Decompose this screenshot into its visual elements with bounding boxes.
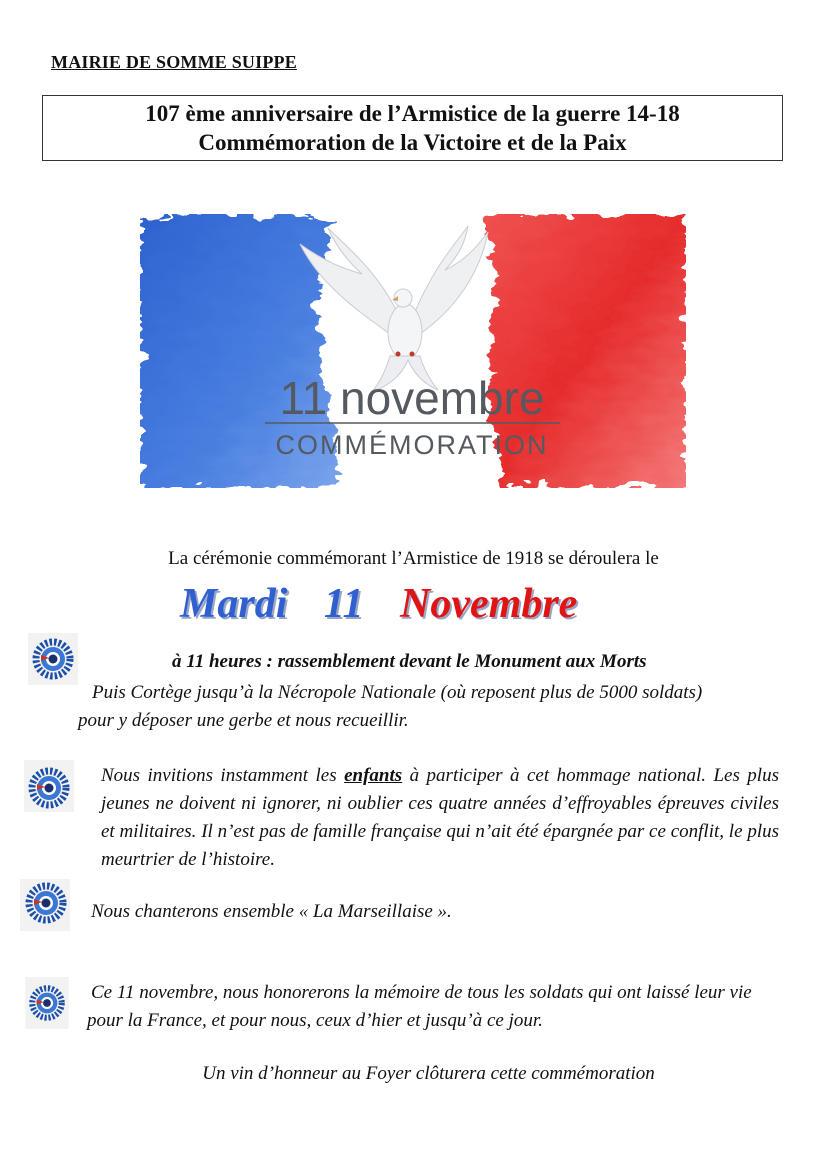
date-month: Novembre bbox=[400, 581, 578, 627]
item-2-text bbox=[101, 762, 779, 874]
mairie-heading: MAIRIE DE SOMME SUIPPE bbox=[51, 52, 297, 72]
title-line-2: Commémoration de la Victoire et de la Paix bbox=[198, 130, 627, 155]
title-box bbox=[42, 95, 783, 161]
cornflower-bleuet-icon bbox=[24, 760, 74, 812]
item-4-text: Ce 11 novembre, nous honorerons la mémoire de tous les soldats qui ont laissé leur vie pour la France, et pour nous, ceux d’hier et jusqu’à ce jour. bbox=[87, 982, 752, 1031]
cornflower-bleuet-icon bbox=[28, 633, 78, 685]
item-2-before: Nous invitions instamment les bbox=[101, 765, 345, 786]
title-line-1: 107 ème anniversaire de l’Armistice de la guerre 14-18 bbox=[145, 101, 680, 126]
item-1-schedule: à 11 heures : rassemblement devant le Monument aux Morts bbox=[172, 651, 647, 672]
date-day: Mardi bbox=[180, 581, 288, 627]
item-2-after: à participer à cet hommage national. Les plus jeunes ne doivent ni ignorer, ni oublier ces quatre années d’effroyables épreuves civiles et militaires. Il n’est pas de famille française qui n’ait été épargnée par ce conflit, le plus meurtrier de l’histoire. bbox=[101, 765, 779, 870]
commemoration-banner bbox=[140, 214, 686, 488]
closing-text: Un vin d’honneur au Foyer clôturera cette commémoration bbox=[202, 1063, 655, 1084]
banner-sub-text: COMMÉMORATION bbox=[275, 430, 549, 460]
event-date bbox=[180, 580, 577, 628]
cornflower-bleuet-icon bbox=[20, 879, 70, 931]
cornflower-bleuet-icon bbox=[22, 977, 72, 1029]
banner-main-text: 11 novembre bbox=[279, 372, 545, 424]
intro-text: La cérémonie commémorant l’Armistice de 1918 se déroulera le bbox=[168, 548, 659, 569]
item-1-text: Puis Cortège jusqu’à la Nécropole Nationale (où reposent plus de 5000 soldats) pour y déposer une gerbe et nous recueillir. bbox=[78, 682, 703, 731]
date-number: 11 bbox=[323, 581, 364, 627]
item-3-text: Nous chanterons ensemble « La Marseillaise ». bbox=[91, 901, 452, 922]
item-2-emphasis: enfants bbox=[344, 765, 403, 786]
